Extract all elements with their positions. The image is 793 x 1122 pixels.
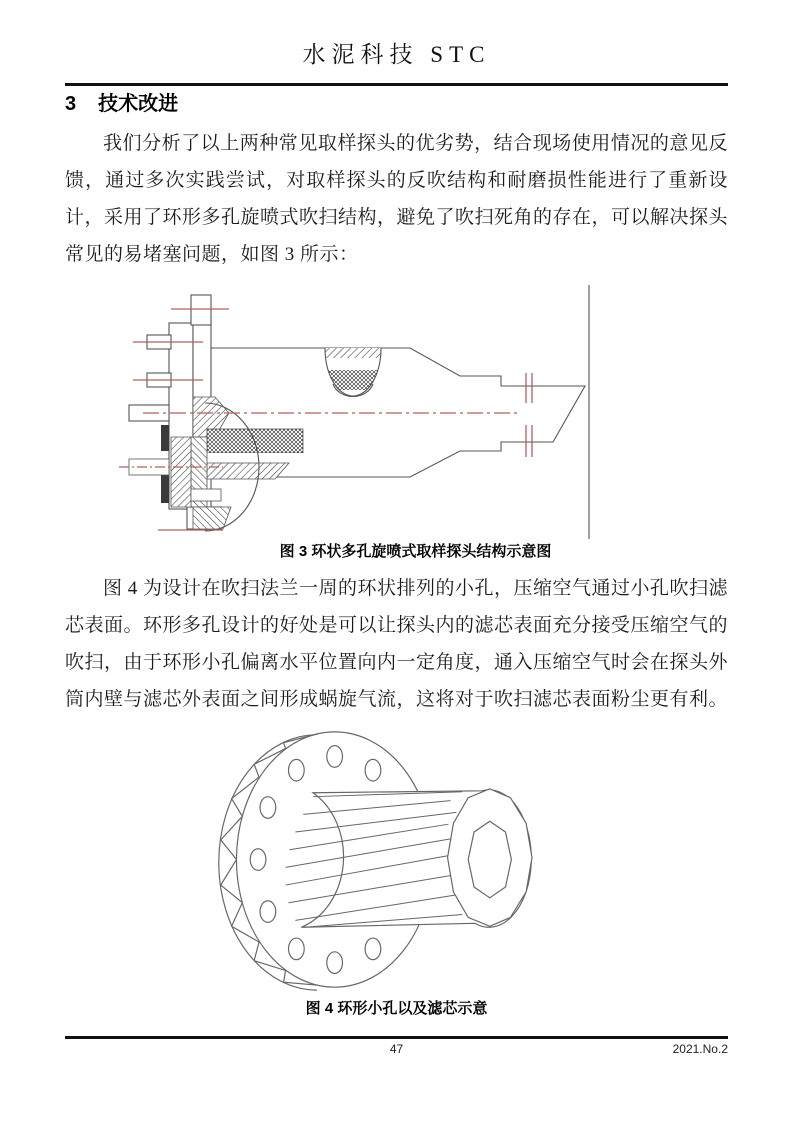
issue-number: 2021.No.2 bbox=[672, 1042, 728, 1056]
figure4-technical-drawing bbox=[214, 726, 579, 996]
probe-drawing bbox=[129, 285, 589, 539]
flange-and-filter-drawing bbox=[219, 732, 532, 990]
paragraph-1: 我们分析了以上两种常见取样探头的优劣势，结合现场使用情况的意见反馈，通过多次实践尝试，对取样探头的反吹结构和耐磨损性能进行了重新设计，采用了环形多孔旋喷式吹扫结构，避免了吹扫死角的存在，可以解决探头常见的易堵塞问题，如图 3 所示： bbox=[65, 133, 729, 265]
figure3-technical-drawing bbox=[103, 277, 593, 539]
paragraph-2: 图 4 为设计在吹扫法兰一周的环状排列的小孔，压缩空气通过小孔吹扫滤芯表面。环形多孔设计的好处是可以让探头内的滤芯表面充分接受压缩空气的吹扫，由于环形小孔偏离水平位置向内一定角度，通入压缩空气时会在探头外筒内壁与滤芯外表面之间形成蜗旋气流，这将对于吹扫滤芯表面粉尘更有利。 bbox=[65, 578, 729, 710]
page-footer bbox=[65, 1036, 728, 1058]
section-number: 3 bbox=[65, 93, 77, 115]
section-heading bbox=[65, 91, 728, 117]
filter-inner-hole bbox=[468, 821, 511, 898]
footer-row bbox=[65, 1042, 728, 1058]
figure-3 bbox=[103, 277, 728, 562]
page-number: 47 bbox=[389, 1042, 404, 1056]
footer-rule bbox=[65, 1036, 728, 1039]
journal-title: 水泥科技 STC bbox=[302, 42, 491, 67]
figure-4 bbox=[65, 726, 728, 1019]
header-rule bbox=[65, 83, 728, 86]
figure3-caption: 图 3 环状多孔旋喷式取样探头结构示意图 bbox=[279, 543, 552, 560]
figure4-caption: 图 4 环形小孔以及滤芯示意 bbox=[305, 1000, 488, 1017]
section-title: 技术改进 bbox=[98, 93, 179, 115]
